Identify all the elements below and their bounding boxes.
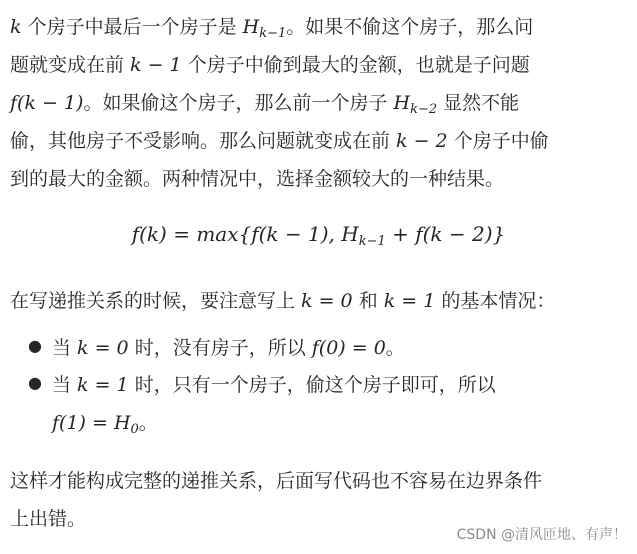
math-H: [242, 16, 287, 41]
math-H-symbol: H: [393, 92, 411, 114]
paragraph-1-line-5: [10, 164, 504, 191]
paragraph-1-line-2: [10, 50, 530, 77]
math-subscript: 0: [130, 422, 139, 437]
text: 的基本情况：: [435, 290, 556, 312]
paragraph-1-line-3: [10, 88, 519, 117]
text: 题就变成在前: [10, 54, 131, 76]
math-k: k: [10, 16, 22, 38]
text: 。: [138, 412, 158, 434]
csdn-watermark: CSDN @清风匝地、有声！: [456, 527, 627, 543]
text: 当: [52, 337, 78, 359]
text: 在写递推关系的时候，要注意写上: [10, 290, 302, 312]
bullet-item-2-line-2: [52, 408, 158, 437]
text: 和: [352, 290, 384, 312]
formula-rhs: + f(k − 2)}: [385, 222, 506, 246]
math-k-eq-0: k = 0: [301, 290, 353, 312]
bullet-item-2-line-1: [52, 370, 496, 397]
formula-lhs: f(k) = max{f(k − 1),: [131, 222, 342, 246]
text: 显然不能: [437, 92, 520, 114]
text: 当: [52, 374, 78, 396]
bullet-dot: ●: [28, 373, 42, 392]
math-H-subscript: k−1: [259, 26, 287, 41]
paragraph-2: [10, 286, 555, 313]
paragraph-1-line-4: [10, 126, 549, 153]
math-k-minus-2: k − 2: [396, 130, 448, 152]
recurrence-formula: [0, 222, 637, 249]
text: 时，只有一个房子，偷这个房子即可，所以: [128, 374, 496, 396]
paragraph-3-line-2: [10, 504, 86, 531]
math-k-eq-1: k = 1: [383, 290, 436, 312]
math-H-subscript: k−2: [410, 102, 438, 117]
bullet-dot: ●: [28, 336, 42, 355]
text: 个房子中最后一个房子是: [27, 16, 243, 38]
formula-H: [341, 222, 386, 249]
text: 。如果偷这个房子，那么前一个房子: [83, 92, 394, 114]
math-H-symbol: H: [242, 16, 260, 38]
text: 。如果不偷这个房子，那么问: [286, 16, 534, 38]
math-k-minus-1: k − 1: [130, 54, 182, 76]
text: 个房子中偷到最大的金额，也就是子问题: [181, 54, 530, 76]
paragraph-1-line-1: [10, 12, 533, 41]
math-f-k-minus-1: f(k − 1): [10, 92, 84, 114]
text: 上出错。: [10, 508, 87, 530]
formula-H-symbol: H: [341, 222, 359, 246]
bullet-item-1: [52, 333, 405, 360]
math-cond: k = 1: [77, 374, 129, 396]
math-result: f(0) = 0: [311, 337, 386, 359]
paragraph-3-line-1: [10, 466, 542, 493]
math-cond: k = 0: [77, 337, 129, 359]
math-result: f(1) = H: [52, 412, 131, 434]
text: 偷，其他房子不受影响。那么问题就变成在前: [10, 130, 397, 152]
text: 个房子中偷: [447, 130, 549, 152]
text: 。: [385, 337, 405, 359]
formula-H-subscript: k−1: [358, 234, 386, 249]
text: 这样才能构成完整的递推关系，后面写代码也不容易在边界条件: [10, 470, 543, 492]
text: 到的最大的金额。两种情况中，选择金额较大的一种结果。: [10, 168, 505, 190]
math-H2: [393, 92, 438, 117]
text: 时，没有房子，所以: [128, 337, 312, 359]
